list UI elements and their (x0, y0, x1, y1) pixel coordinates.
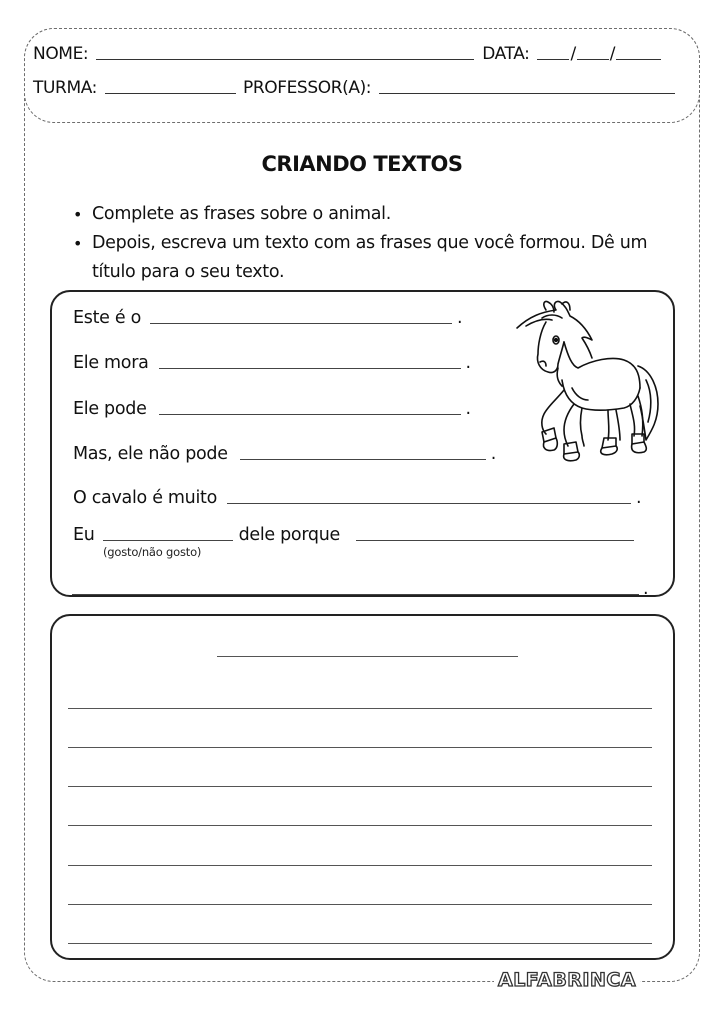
bullet-icon: • (73, 205, 83, 224)
text-title-line[interactable] (217, 656, 518, 657)
period: . (490, 444, 496, 464)
horse-illustration (512, 296, 667, 464)
page-title: CRIANDO TEXTOS (261, 152, 463, 176)
name-date-row (33, 40, 661, 64)
writing-line-4[interactable] (68, 825, 652, 826)
period: . (636, 488, 642, 508)
sentence-6-reason-blank[interactable] (356, 540, 634, 541)
period: . (457, 308, 463, 328)
sentence-2-blank[interactable] (159, 368, 461, 369)
sentence-6-continued (72, 574, 648, 600)
class-label: TURMA: (33, 78, 97, 98)
period: . (643, 579, 649, 599)
sentence-1 (73, 303, 462, 329)
writing-line-5[interactable] (68, 865, 652, 866)
sentence-1-prompt: Este é o (73, 308, 142, 328)
date-separator: / (570, 44, 576, 64)
bullet-icon: • (73, 234, 83, 253)
date-month-field[interactable] (577, 59, 609, 60)
instruction-text: Depois, escreva um texto com as frases que você formou. Dê um título para o seu texto. (92, 233, 648, 282)
teacher-label: PROFESSOR(A): (242, 78, 372, 98)
sentence-5-prompt: O cavalo é muito (73, 488, 217, 508)
sentence-6-like-blank[interactable] (103, 540, 233, 541)
brand-logo: ALFABRINCA (494, 968, 640, 992)
instruction-text: Complete as frases sobre o animal. (92, 204, 391, 224)
sentence-3-prompt: Ele pode (73, 399, 147, 419)
period: . (465, 353, 471, 373)
period: . (465, 399, 471, 419)
sentence-1-blank[interactable] (150, 323, 452, 324)
sentence-4 (73, 439, 496, 465)
writing-line-2[interactable] (68, 747, 652, 748)
sentence-6-prompt-start: Eu (73, 525, 95, 545)
writing-line-1[interactable] (68, 708, 652, 709)
class-teacher-row (33, 74, 675, 98)
instructions-list (73, 200, 683, 287)
like-hint: (gosto/não gosto) (103, 545, 202, 559)
writing-line-7[interactable] (68, 943, 652, 944)
writing-line-3[interactable] (68, 786, 652, 787)
date-separator: / (609, 44, 616, 64)
instruction-item (73, 200, 683, 229)
name-label: NOME: (33, 44, 89, 64)
writing-line-6[interactable] (68, 904, 652, 905)
sentence-2-prompt: Ele mora (73, 353, 149, 373)
date-year-field[interactable] (616, 59, 661, 60)
writing-box (50, 614, 675, 960)
sentence-4-blank[interactable] (240, 459, 486, 460)
class-field[interactable] (105, 93, 236, 94)
sentence-3 (73, 394, 471, 420)
sentence-6 (73, 520, 634, 546)
sentence-2 (73, 348, 471, 374)
sentence-6-prompt-middle: dele porque (238, 525, 340, 545)
sentence-3-blank[interactable] (159, 414, 461, 415)
sentence-4-prompt: Mas, ele não pode (73, 444, 228, 464)
date-label: DATA: (482, 44, 530, 64)
sentence-5-blank[interactable] (227, 503, 631, 504)
sentence-6-continued-blank[interactable] (72, 594, 639, 595)
name-field[interactable] (96, 59, 474, 60)
sentence-5 (73, 483, 641, 509)
instruction-item (73, 229, 683, 287)
teacher-field[interactable] (379, 93, 675, 94)
date-day-field[interactable] (537, 59, 569, 60)
